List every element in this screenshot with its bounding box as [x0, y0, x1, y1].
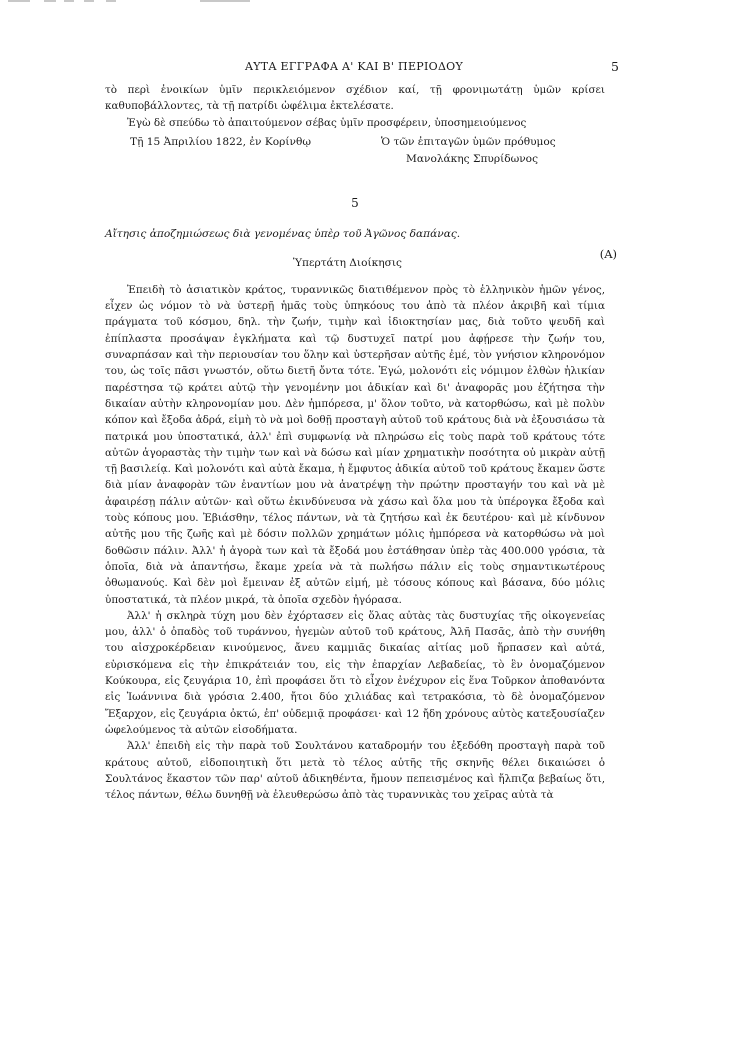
date-place: Τῇ 15 Ἀπριλίου 1822, ἐν Κορίνθῳ: [130, 135, 311, 148]
scan-artifact-2: [44, 0, 56, 2]
running-head-title: ΑΥΤΑ ΕΓΓΡΑΦΑ Α' ΚΑΙ Β' ΠΕΡΙΟΔΟΥ: [245, 60, 464, 73]
addressee: Ὑπερτάτη Διοίκησις: [293, 256, 402, 269]
body-paragraph-2: Ἀλλ' ἡ σκληρὰ τύχη μου δὲν ἐχόρτασεν εἰς ὅλας αὐτὰς τὰς δυστυχίας τῆς οἰκογενείας μου, ἀλλ' ὁ ὀπαδὸς τοῦ τυράννου, ἡγεμὼν αὐτοῦ τοῦ κράτους, Ἀλῆ Πασᾶς, ἀπὸ τὴν συνήθη του αἰσχροκέρδειαν κινούμενος, ἄνευ καμμιᾶς δικαίας αἰτίας μοῦ ἥρπασεν καὶ αὐτά, εὑρισκόμενα εἰς τὴν ἐπικράτειάν του, εἰς τὴν ἐπαρχίαν Λεβαδείας, τὸ ἓν ὀνομαζόμενον Κούκουρα, εἰς ζευγάρια 10, ἐπὶ προφάσει ὅτι τὸ εἶχον ἐνέχυρον εἰς ἕνα Τοῦρκον ἀποθανόντα εἰς Ἰωάννινα διὰ γρόσια 2.400, ἤτοι δύο χιλιάδας καὶ τετρακόσια, τὸ δὲ ὀνομαζόμενον Ἔξαρχον, εἰς ζευγάρια ὀκτώ, ἐπ' οὐδεμιᾷ προφάσει· καὶ 12 ἤδη χρόνους αὐτὸς κατεξουσίαζεν ὠφελούμενος τὰ αὐτῶν εἰσοδήματα.: [105, 609, 605, 736]
document-body: [105, 282, 605, 804]
scan-artifact-3: [64, 0, 74, 2]
signature-block: [105, 134, 605, 170]
scan-artifact-4: [84, 0, 94, 2]
page-number: 5: [611, 59, 619, 74]
scan-artifact-6: [200, 0, 250, 2]
previous-document-closing: τὸ περὶ ἐνοικίων ὑμῖν περικλειόμενον σχέδιον καί, τῇ φρονιμωτάτῃ ὑμῶν κρίσει καθυποβάλλοντες, τὰ τῇ πατρίδι ὠφέλιμα ἐκτελέσατε.: [105, 84, 605, 113]
scan-artifact-5: [106, 0, 116, 2]
document-title: Αἴτησις ἀποζημιώσεως διὰ γενομένας ὑπὲρ τοῦ Ἀγῶνος δαπάνας.: [105, 227, 461, 240]
signature-name: Μανολάκης Σπυρίδωνος: [406, 152, 538, 165]
document-number: 5: [351, 195, 359, 210]
previous-document-salutation: Ἐγὼ δὲ σπεύδω τὸ ἀπαιτούμενον σέβας ὑμῖν προσφέρειν, ὑποσημειούμενος: [127, 116, 527, 129]
running-head: [105, 59, 619, 82]
book-page: [105, 59, 619, 803]
addressee-row: [105, 246, 617, 271]
signoff: Ὁ τῶν ἐπιταγῶν ὑμῶν πρόθυμος: [381, 135, 556, 148]
body-paragraph-1: Ἐπειδὴ τὸ ἀσιατικὸν κράτος, τυραννικῶς διατιθέμενον πρὸς τὸ ἑλληνικὸν ἡμῶν γένος, εἶχεν ὡς νόμον τὸ νὰ ὑστερῇ ἡμᾶς τοὺς ὑπηκόους του ἀπὸ τὰ πλέον ἀκριβῆ καὶ τίμια πράγματα τοῦ κόσμου, δηλ. τὴν ζωήν, τιμὴν καὶ ἰδιοκτησίαν μας, διὰ τοῦτο ψευδῆ καὶ ἐπίπλαστα προσάψαν ἐγκλήματα καὶ τῷ δυστυχεῖ πατρί μου ἀφῄρεσε τὴν ζωήν του, συναρπάσαν καὶ τὴν περιουσίαν του ὅλην καὶ ὑστερῆσαν αὐτῆς ἐμέ, τὸν γνήσιον κληρονόμον του, ὡς τοῖς πᾶσι γνωστόν, οὕτω διετῆ ὄντα τότε. Ἐγώ, μολονότι εἰς νόμιμον ἐλθὼν ἡλικίαν παρέστησα τῷ κράτει αὐτῷ τὴν γενομένην μοι ἀδικίαν καὶ δι' ἀναφορᾶς μου ἐζήτησα τὴν δικαίαν αὐτὴν κληρονομίαν μου. Δὲν ἠμπόρεσα, μ' ὅλον τοῦτο, νὰ κατορθώσω, καὶ μὲ πολὺν κόπον καὶ ἔξοδα ἀδρά, εἰμὴ τὸ νὰ μοὶ δοθῇ προσταγὴ αὐτοῦ τοῦ κράτους διὰ νὰ ἐξουσιάσω τὰ πατρικά μου ὑποστατικά, ἀλλ' ἐπὶ συμφωνίᾳ νὰ πληρώσω εἰς τοὺς παρὰ τοῦ κράτους τότε αὐτῶν ἀγοραστὰς τὴν τιμὴν των καὶ νὰ δώσω καὶ μίαν χρηματικὴν ποσότητα οὐ μικρὰν αὐτῇ τῇ βασιλείᾳ. Καὶ μολονότι καὶ αὐτὰ ἔκαμα, ἡ ἔμφυτος ἀδικία αὐτοῦ τοῦ κράτους ἔκαμεν ὥστε διὰ μίαν ἀναφορὰν τῶν ἐναντίων μου νὰ ἀνατρέψῃ τὴν πρώτην προσταγήν του καὶ νὰ μὲ ἀφαιρέσῃ πάλιν αὐτῶν· καὶ οὕτω ἐκινδύνευσα νὰ χάσω καὶ ὅλα μου τὰ ὑπέρογκα ἔξοδα καὶ τοὺς κόπους μου. Ἐβιάσθην, τέλος πάντων, νὰ τὰ ζητήσω καὶ ἐκ δευτέρου· καὶ μὲ κίνδυνον αὐτῆς μου τῆς ζωῆς καὶ μὲ δόσιν πολλῶν χρημάτων μόλις ἠμπόρεσα νὰ κατορθώσω νὰ μοὶ δοθῶσιν πάλιν. Ἀλλ' ἡ ἀγορὰ των καὶ τὰ ἔξοδά μου ἐστάθησαν ὑπὲρ τὰς 400.000 γρόσια, τὰ ὁποῖα, διὰ νὰ ἀπαντήσω, ἔκαμε χρεία νὰ τὰ πωλήσω πάλιν εἰς τοὺς σημαντικωτέρους ὀθωμανούς. Καὶ δὲν μοὶ ἔμειναν ἐξ αὐτῶν εἰμή, μὲ τόσους κόπους καὶ βάσανα, δύο μόλις ὑποστατικά, τὰ πλέον μικρά, τὰ ὁποῖα σχεδὸν ἠγόρασα.: [105, 283, 605, 606]
body-paragraph-3: Ἀλλ' ἐπειδὴ εἰς τὴν παρὰ τοῦ Σουλτάνου καταδρομήν του ἐξεδόθη προσταγὴ παρὰ τοῦ κράτους αὐτοῦ, εἰδοποιητικὴ ὅτι μετὰ τὸ τέλος αὐτῆς τῆς σκηνῆς θέλει δικαιώσει ὁ Σουλτάνος ἕκαστον τῶν παρ' αὐτοῦ ἀδικηθέντα, ἤμουν πεπεισμένος καὶ ἤλπιζα βεβαίως ὅτι, τέλος πάντων, θέλω δυνηθῇ νὰ ἐλευθερώσω ἀπὸ τὰς τυραννικὰς του χεῖρας αὐτὰ τὰ: [105, 740, 605, 802]
scan-artifact-1: [8, 0, 30, 2]
section-marker: (A): [599, 246, 617, 261]
